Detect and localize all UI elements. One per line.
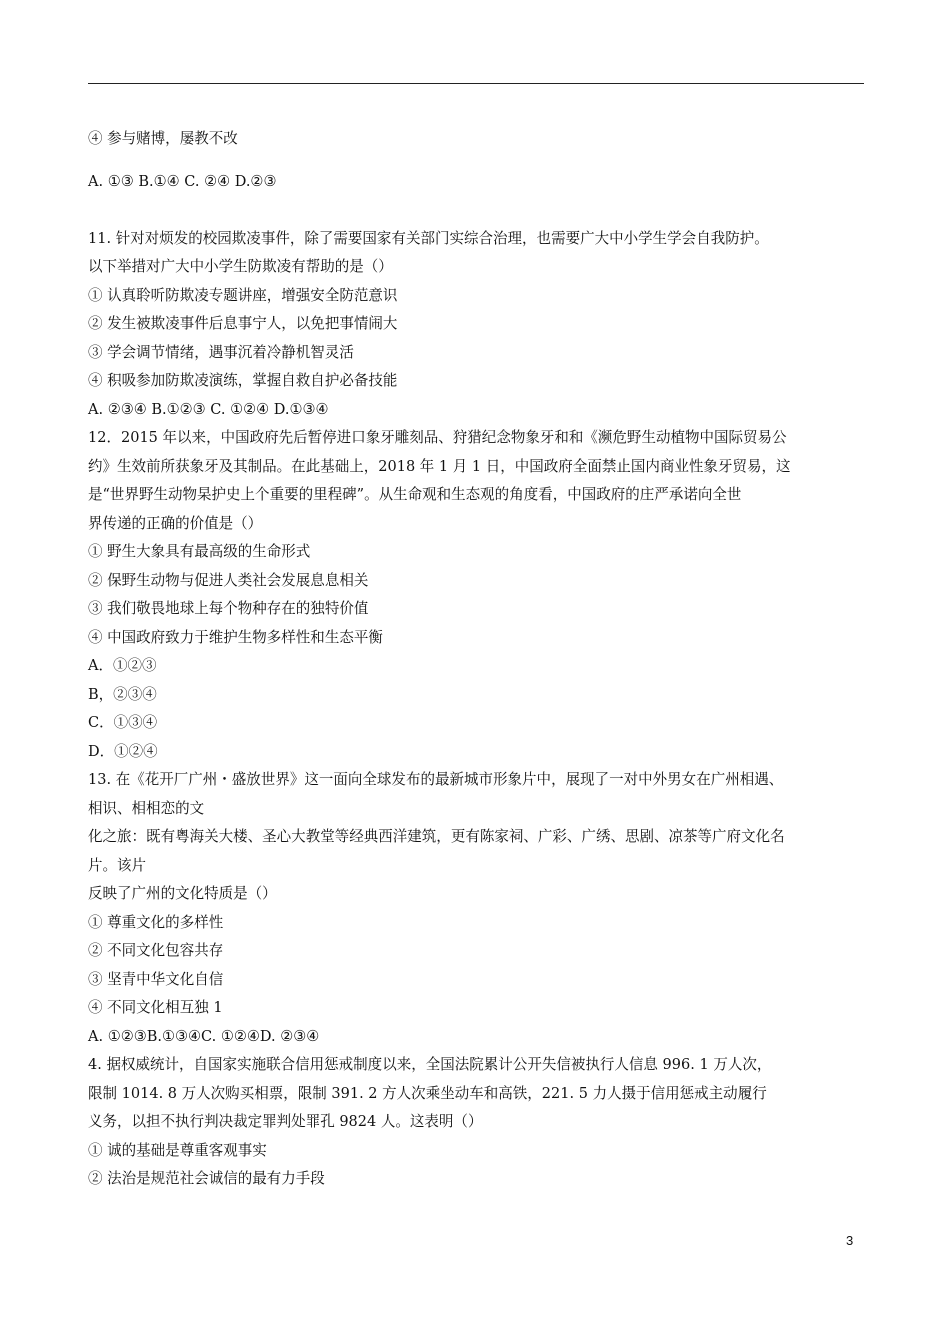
- q13-option-3: ③ 坚青中华文化自信: [88, 970, 224, 988]
- q11-option-2: ② 发生被欺凌事件后息事宁人，以免把事情闹大: [88, 314, 398, 332]
- q11-stem-line-2: 以下举措对广大中小学生防欺凌有帮助的是（）: [88, 257, 393, 275]
- q12-answer-c: C．①③④: [88, 713, 158, 731]
- q10-answers: A. ①③ B.①④ C. ②④ D.②③: [88, 172, 277, 190]
- q11-option-4: ④ 积吸参加防欺凌演练，掌握自救自护必备技能: [88, 371, 398, 389]
- q12-option-1: ① 野生大象具有最高级的生命形式: [88, 542, 311, 560]
- q13-stem-line-3: 化之旅：既有粤海关大楼、圣心大教堂等经典西洋建筑，更有陈家祠、广彩、广绣、思剧、凉茶等广府文化名: [88, 827, 785, 845]
- q12-option-3: ③ 我们敬畏地球上每个物种存在的独特价值: [88, 599, 369, 617]
- q12-answer-a: A．①②③: [88, 656, 157, 674]
- q13-stem-line-2: 相识、相相恋的文: [88, 799, 205, 817]
- q12-answer-b: B，②③④: [88, 685, 157, 703]
- q11-option-3: ③ 学会调节情绪，遇事沉着冷静机智灵活: [88, 343, 354, 361]
- q14-stem-line-3: 义务，以担不执行判决裁定罪判处罪孔 9824 人。这表明（）: [88, 1112, 483, 1130]
- q12-option-4: ④ 中国政府致力于维护生物多样性和生态平衡: [88, 628, 383, 646]
- page-number: 3: [846, 1233, 854, 1248]
- q14-stem-line-1: 4. 据权威统计，自国家实施联合信用惩戒制度以来，全国法院累计公开失信被执行人信息 996. 1 万人次，: [88, 1055, 772, 1073]
- q12-stem-line-2: 约》生效前所获象牙及其制品。在此基础上，2018 年 1 月 1 日，中国政府全面禁止国内商业性象牙贸易，这: [88, 457, 791, 475]
- q12-stem-line-1: 12．2015 年以来，中国政府先后暂停进口象牙雕刻品、狩猎纪念物象牙和和《濒危野生动植物中国际贸易公: [88, 428, 787, 446]
- q13-answers: A. ①②③B.①③④C. ①②④D. ②③④: [88, 1027, 320, 1045]
- q12-answer-d: D．①②④: [88, 742, 158, 760]
- q14-option-1: ① 诚的基础是尊重客观事实: [88, 1141, 267, 1159]
- q13-option-4: ④ 不同文化相互独 1: [88, 998, 223, 1016]
- q11-option-1: ① 认真聆听防欺凌专题讲座，增强安全防范意识: [88, 286, 398, 304]
- q14-stem-line-2: 限制 1014. 8 万人次购买相票，限制 391. 2 方人次乘坐动车和高铁，221. 5 力人摄于信用惩戒主动履行: [88, 1084, 767, 1102]
- q10-option-4: ④ 参与赌博，屡教不改: [88, 129, 238, 147]
- q12-stem-line-4: 界传递的正确的价值是（）: [88, 514, 263, 532]
- q13-stem-line-4: 片。该片: [88, 856, 147, 874]
- q13-stem-line-1: 13. 在《花开厂广州・盛放世界》这一面向全球发布的最新城市形象片中，展现了一对中外男女在广州相遇、: [88, 770, 784, 788]
- q11-stem-line-1: 11. 针对对烦发的校园欺凌事件，除了需要国家有关部门实综合治理，也需要广大中小学生学会自我防护。: [88, 229, 769, 247]
- header-rule: [88, 83, 864, 84]
- q13-stem-line-5: 反映了广州的文化特质是（）: [88, 884, 277, 902]
- q12-option-2: ② 保野生动物与促进人类社会发展息息相关: [88, 571, 369, 589]
- q13-option-2: ② 不同文化包容共存: [88, 941, 224, 959]
- q14-option-2: ② 法治是规范社会诚信的最有力手段: [88, 1169, 325, 1187]
- q12-stem-line-3: 是“世界野生动物杲护史上个重要的里程碑”。从生命观和生态观的角度看，中国政府的庄严承诺向全世: [88, 485, 742, 503]
- q11-answers: A. ②③④ B.①②③ C. ①②④ D.①③④: [88, 400, 329, 418]
- q13-option-1: ① 尊重文化的多样性: [88, 913, 224, 931]
